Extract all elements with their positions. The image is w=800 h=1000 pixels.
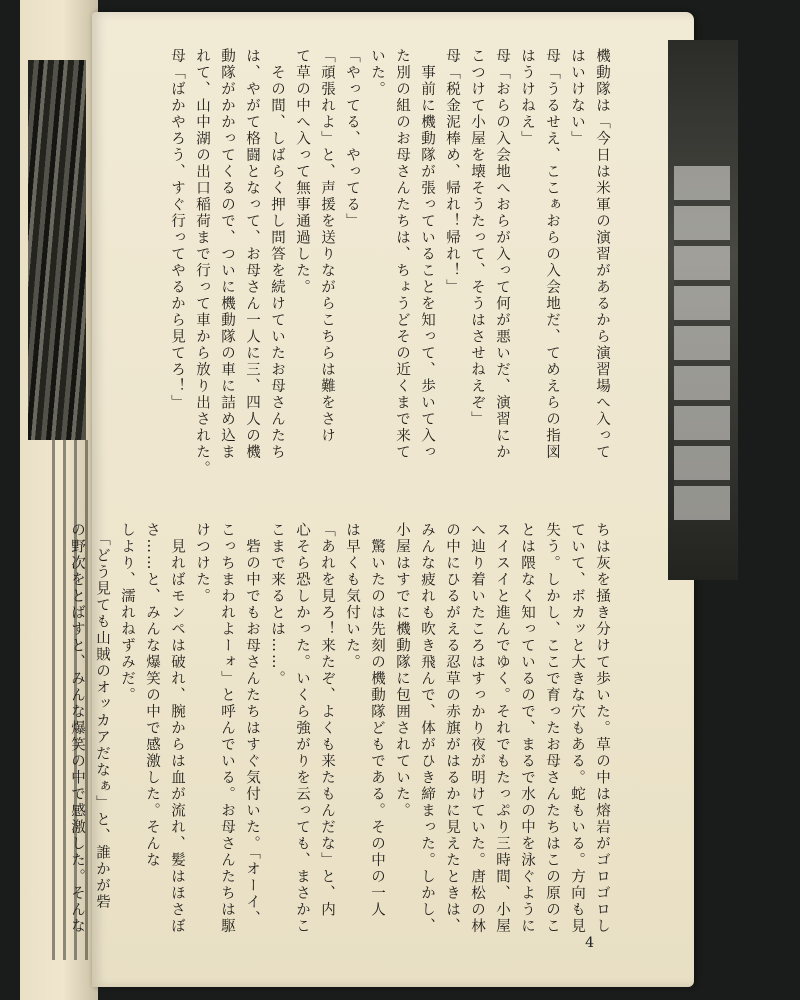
text-line: こつけて小屋を壊そうたって、そうはさせねえぞ」 — [469, 48, 485, 428]
text-line: こっちまわれよーォ」と呼んでいる。お母さんたちは駆 — [219, 522, 235, 935]
text-line: はいけない」 — [569, 48, 585, 147]
text-line: その間、しばらく押し問答を続けていたお母さんたち — [269, 48, 285, 461]
text-line: みんな疲れも吹き飛んで、体がひき締まった。しかし、 — [419, 522, 435, 935]
text-line: スイスイと進んでゆく。それでもたっぷり三時間、小屋 — [494, 522, 510, 935]
text-line: 母「おらの入会地へおらが入って何が悪いだ、演習にか — [494, 48, 510, 461]
text-line: 「頑張れよ」と、声援を送りながらこちらは難をさけ — [319, 48, 335, 444]
text-line: ちは灰を掻き分けて歩いた。草の中は熔岩がゴロゴロし — [594, 522, 610, 935]
text-line: 失う。しかし、ここで育ったお母さんたちはこの原のこ — [544, 522, 560, 935]
book-page — [69, 12, 694, 987]
text-line: は、やがて格闘となって、お母さん一人に三、四人の機 — [244, 48, 260, 461]
top-text-block — [144, 48, 614, 488]
bottom-text-block — [69, 522, 614, 962]
text-line: て草の中へ入って無事通過した。 — [294, 48, 310, 296]
text-line: 機動隊は「今日は米軍の演習があるから演習場へ入って — [594, 48, 610, 461]
text-line: 母「うるせえ、ここぁおらの入会地だ、てめえらの指図 — [544, 48, 560, 461]
text-line: 母「税金泥棒め、帰れ！帰れ！」 — [444, 48, 460, 296]
text-line: 砦の中でもお母さんたちはすぐ気付いた。「オーイ、 — [244, 522, 260, 928]
text-line: た別の組のお母さんたちは、ちょうどその近くまで来て — [394, 48, 410, 461]
text-line: ていて、ボカッと大きな穴もある。蛇もいる。方向も見 — [569, 522, 585, 935]
text-line: 母「ばかやろう、すぐ行ってやるから見てろ！」 — [169, 48, 185, 411]
text-line: 心そら恐しかった。いくら強がりを云っても、まさかこ — [294, 522, 310, 935]
text-line: れて、山中湖の出口稲荷まで行って車から放り出された。 — [194, 48, 210, 477]
text-line: けつけた。 — [194, 522, 210, 605]
text-line: とは隈なく知っているので、まるで水の中を泳ぐように — [519, 522, 535, 935]
text-line: こまで来るとは……。 — [269, 522, 285, 687]
text-line: 動隊がかかってくるので、ついに機動隊の車に詰め込ま — [219, 48, 235, 461]
text-line: の野次をとばすと、みんな爆笑の中で感激した。そんな — [69, 522, 85, 935]
text-line: 「やってる、やってる」 — [344, 48, 360, 230]
text-line: はうけねえ」 — [519, 48, 535, 147]
text-line: さ……と、みんな爆笑の中で感激した。そんな — [144, 522, 160, 869]
text-line: いた。 — [369, 48, 385, 98]
text-line: 「どう見ても山賊のオッカアだなぁ」と、誰かが砦 — [94, 522, 110, 911]
page-number: 4 — [585, 935, 594, 951]
text-line: の中にひるがえる忍草の赤旗がはるかに見えたときは、 — [444, 522, 460, 935]
text-line: 事前に機動隊が張っていることを知って、歩いて入っ — [419, 48, 435, 461]
text-line: 小屋はすでに機動隊に包囲されていた。 — [394, 522, 410, 819]
text-line: へ辿り着いたころはすっかり夜が明けていた。唐松の林 — [469, 522, 485, 935]
text-line: 「あれを見ろ！来たぞ、よくも来たもんだな」と、内 — [319, 522, 335, 918]
text-line: しより、濡れねずみだ。 — [119, 522, 135, 704]
text-line: 驚いたのは先刻の機動隊どもである。その中の一人 — [369, 522, 385, 918]
banner-photo-detail — [674, 160, 730, 520]
text-line: は早くも気付いた。 — [344, 522, 360, 671]
right-background-photo — [668, 40, 738, 580]
text-line: 見ればモンペは破れ、腕からは血が流れ、髪はほさぼ — [169, 522, 185, 935]
left-page-photo — [28, 60, 86, 440]
